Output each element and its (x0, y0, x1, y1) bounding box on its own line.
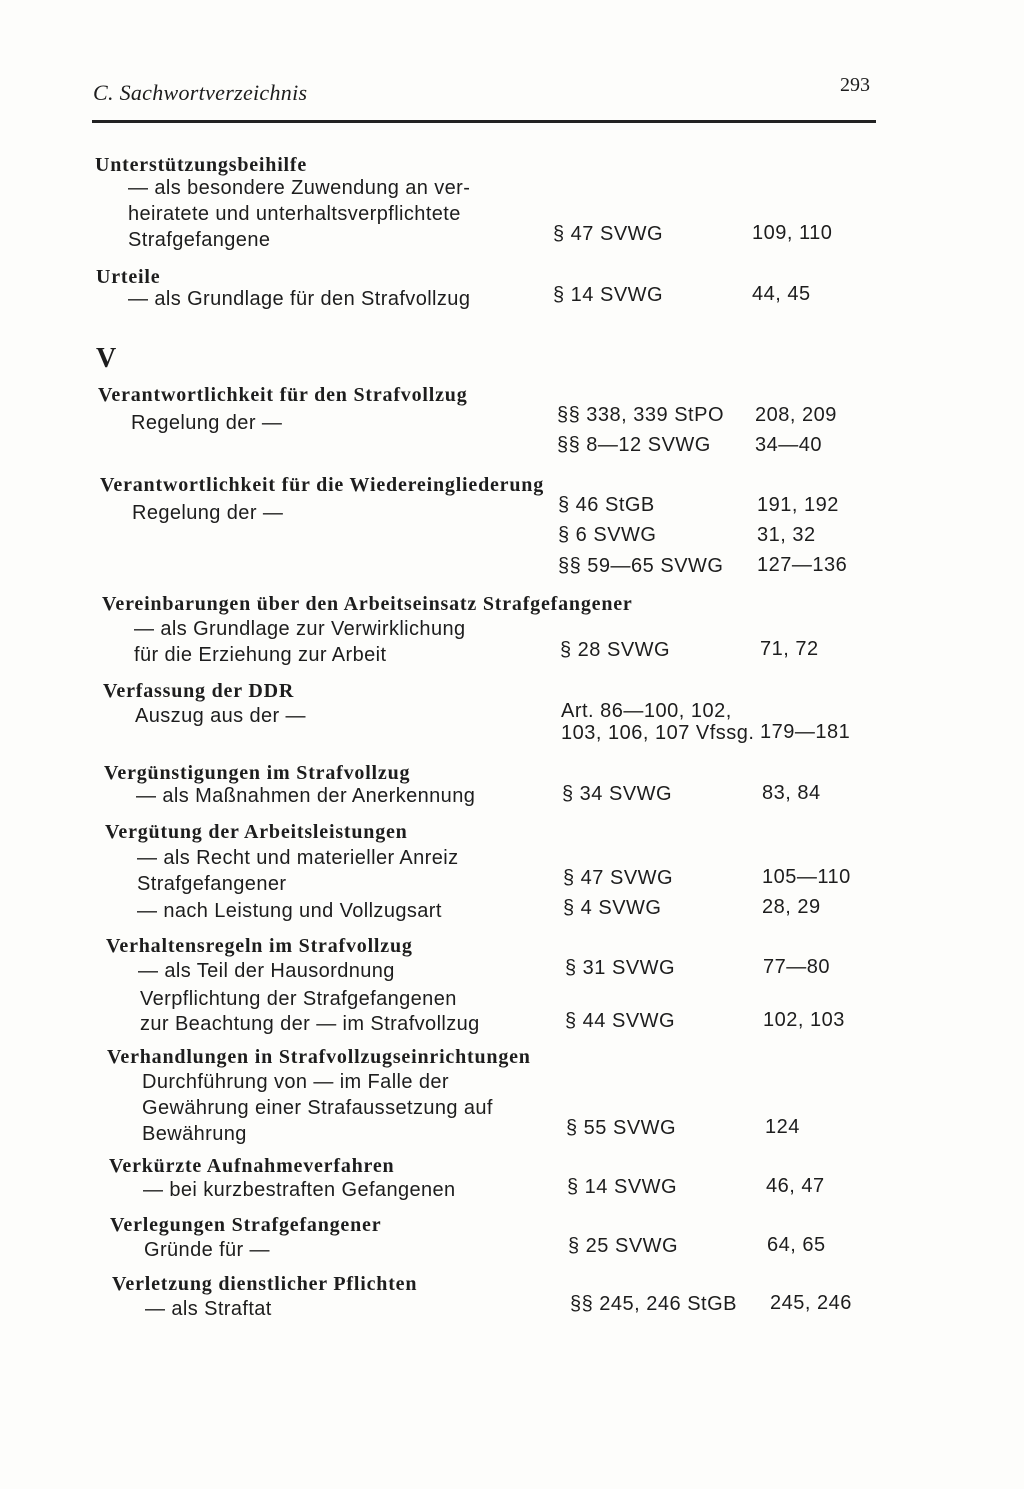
entry-line: — als besondere Zuwendung an ver- (128, 177, 471, 199)
page-reference: 46, 47 (766, 1175, 825, 1197)
entry-heading: Verhaltensregeln im Strafvollzug (106, 935, 413, 957)
page-reference: 44, 45 (752, 283, 811, 305)
entry-heading: Unterstützungsbeihilfe (95, 154, 308, 176)
entry-line: zur Beachtung der — im Strafvollzug (140, 1013, 480, 1035)
entry-line: — als Maßnahmen der Anerkennung (136, 785, 476, 807)
page-reference: 64, 65 (767, 1234, 826, 1256)
entry-heading: Verhandlungen in Strafvollzugseinrichtungen (107, 1046, 531, 1068)
entry-line: Verpflichtung der Strafgefangenen (140, 988, 457, 1010)
entry-heading: Vergünstigungen im Strafvollzug (104, 762, 411, 784)
entry-line: Gewährung einer Strafaussetzung auf (142, 1097, 493, 1119)
law-reference: § 47 SVWG (553, 223, 664, 245)
entry-heading: Urteile (96, 266, 161, 288)
law-reference: §§ 338, 339 StPO (557, 404, 725, 426)
page-reference: 83, 84 (762, 782, 821, 804)
entry-line: Gründe für — (144, 1239, 270, 1261)
law-reference: § 31 SVWG (565, 957, 676, 979)
page-reference: 105—110 (762, 866, 851, 888)
page-reference: 71, 72 (760, 638, 819, 660)
entry-heading: Verantwortlichkeit für den Strafvollzug (98, 384, 468, 406)
entry-heading: Verletzung dienstlicher Pflichten (112, 1273, 418, 1295)
page-reference: 102, 103 (763, 1009, 845, 1031)
page-reference: 31, 32 (757, 524, 816, 546)
entry-line: — als Teil der Hausordnung (138, 960, 395, 982)
entry-line: Regelung der — (132, 502, 284, 524)
entry-line: heiratete und unterhaltsverpflichtete (128, 203, 461, 225)
page-reference: 109, 110 (752, 222, 833, 244)
entry-heading: Verfassung der DDR (103, 680, 295, 702)
page-reference: 191, 192 (757, 494, 839, 516)
entry-line: — als Grundlage für den Strafvollzug (128, 288, 471, 310)
page-reference: 34—40 (755, 434, 822, 456)
entry-line: Strafgefangener (137, 873, 287, 895)
law-reference: § 14 SVWG (553, 284, 664, 306)
law-reference: § 28 SVWG (560, 639, 671, 661)
entry-line: Auszug aus der — (135, 705, 306, 727)
entry-line: — als Grundlage zur Verwirklichung (134, 618, 466, 640)
page-reference: 77—80 (763, 956, 830, 978)
law-reference: § 46 StGB (558, 494, 655, 516)
law-reference: § 44 SVWG (565, 1010, 676, 1032)
page-reference: 179—181 (760, 721, 851, 743)
entry-line: Durchführung von — im Falle der (142, 1071, 449, 1093)
header-title: C. Sachwortverzeichnis (93, 80, 308, 105)
law-reference: § 25 SVWG (568, 1235, 679, 1257)
header-rule (92, 120, 876, 123)
law-reference: § 14 SVWG (567, 1176, 678, 1198)
entry-heading: Verantwortlichkeit für die Wiedereingliederung (100, 474, 545, 496)
entry-heading: Verlegungen Strafgefangener (110, 1214, 382, 1236)
page-reference: 127—136 (757, 554, 848, 576)
law-reference: Art. 86—100, 102, (561, 700, 732, 722)
entry-heading: Vereinbarungen über den Arbeitseinsatz Strafgefangener (102, 593, 633, 615)
page-reference: 245, 246 (770, 1292, 852, 1314)
page-number: 293 (840, 74, 870, 96)
entry-line: für die Erziehung zur Arbeit (134, 644, 387, 666)
page-reference: 28, 29 (762, 896, 821, 918)
law-reference: §§ 245, 246 StGB (570, 1293, 738, 1315)
page-reference: 124 (765, 1116, 800, 1138)
entry-heading: Verkürzte Aufnahmeverfahren (109, 1155, 395, 1177)
law-reference: § 4 SVWG (563, 897, 662, 919)
entry-line: Regelung der — (131, 412, 283, 434)
entry-line: — als Recht und materieller Anreiz (137, 847, 459, 869)
entry-line: — nach Leistung und Vollzugsart (137, 900, 442, 922)
law-reference: §§ 59—65 SVWG (558, 555, 724, 577)
law-reference: §§ 8—12 SVWG (557, 434, 711, 456)
entry-line: — bei kurzbestraften Gefangenen (143, 1179, 456, 1201)
entry-heading: Vergütung der Arbeitsleistungen (105, 821, 408, 843)
entry-line: Strafgefangene (128, 229, 271, 251)
page-reference: 208, 209 (755, 404, 837, 426)
law-reference: § 47 SVWG (563, 867, 674, 889)
law-reference: § 6 SVWG (558, 524, 657, 546)
entry-line: Bewährung (142, 1123, 247, 1145)
law-reference: 103, 106, 107 Vfssg. (561, 722, 755, 744)
law-reference: § 55 SVWG (566, 1117, 677, 1139)
entry-line: — als Straftat (145, 1298, 272, 1320)
section-letter: V (96, 343, 117, 374)
law-reference: § 34 SVWG (562, 783, 673, 805)
